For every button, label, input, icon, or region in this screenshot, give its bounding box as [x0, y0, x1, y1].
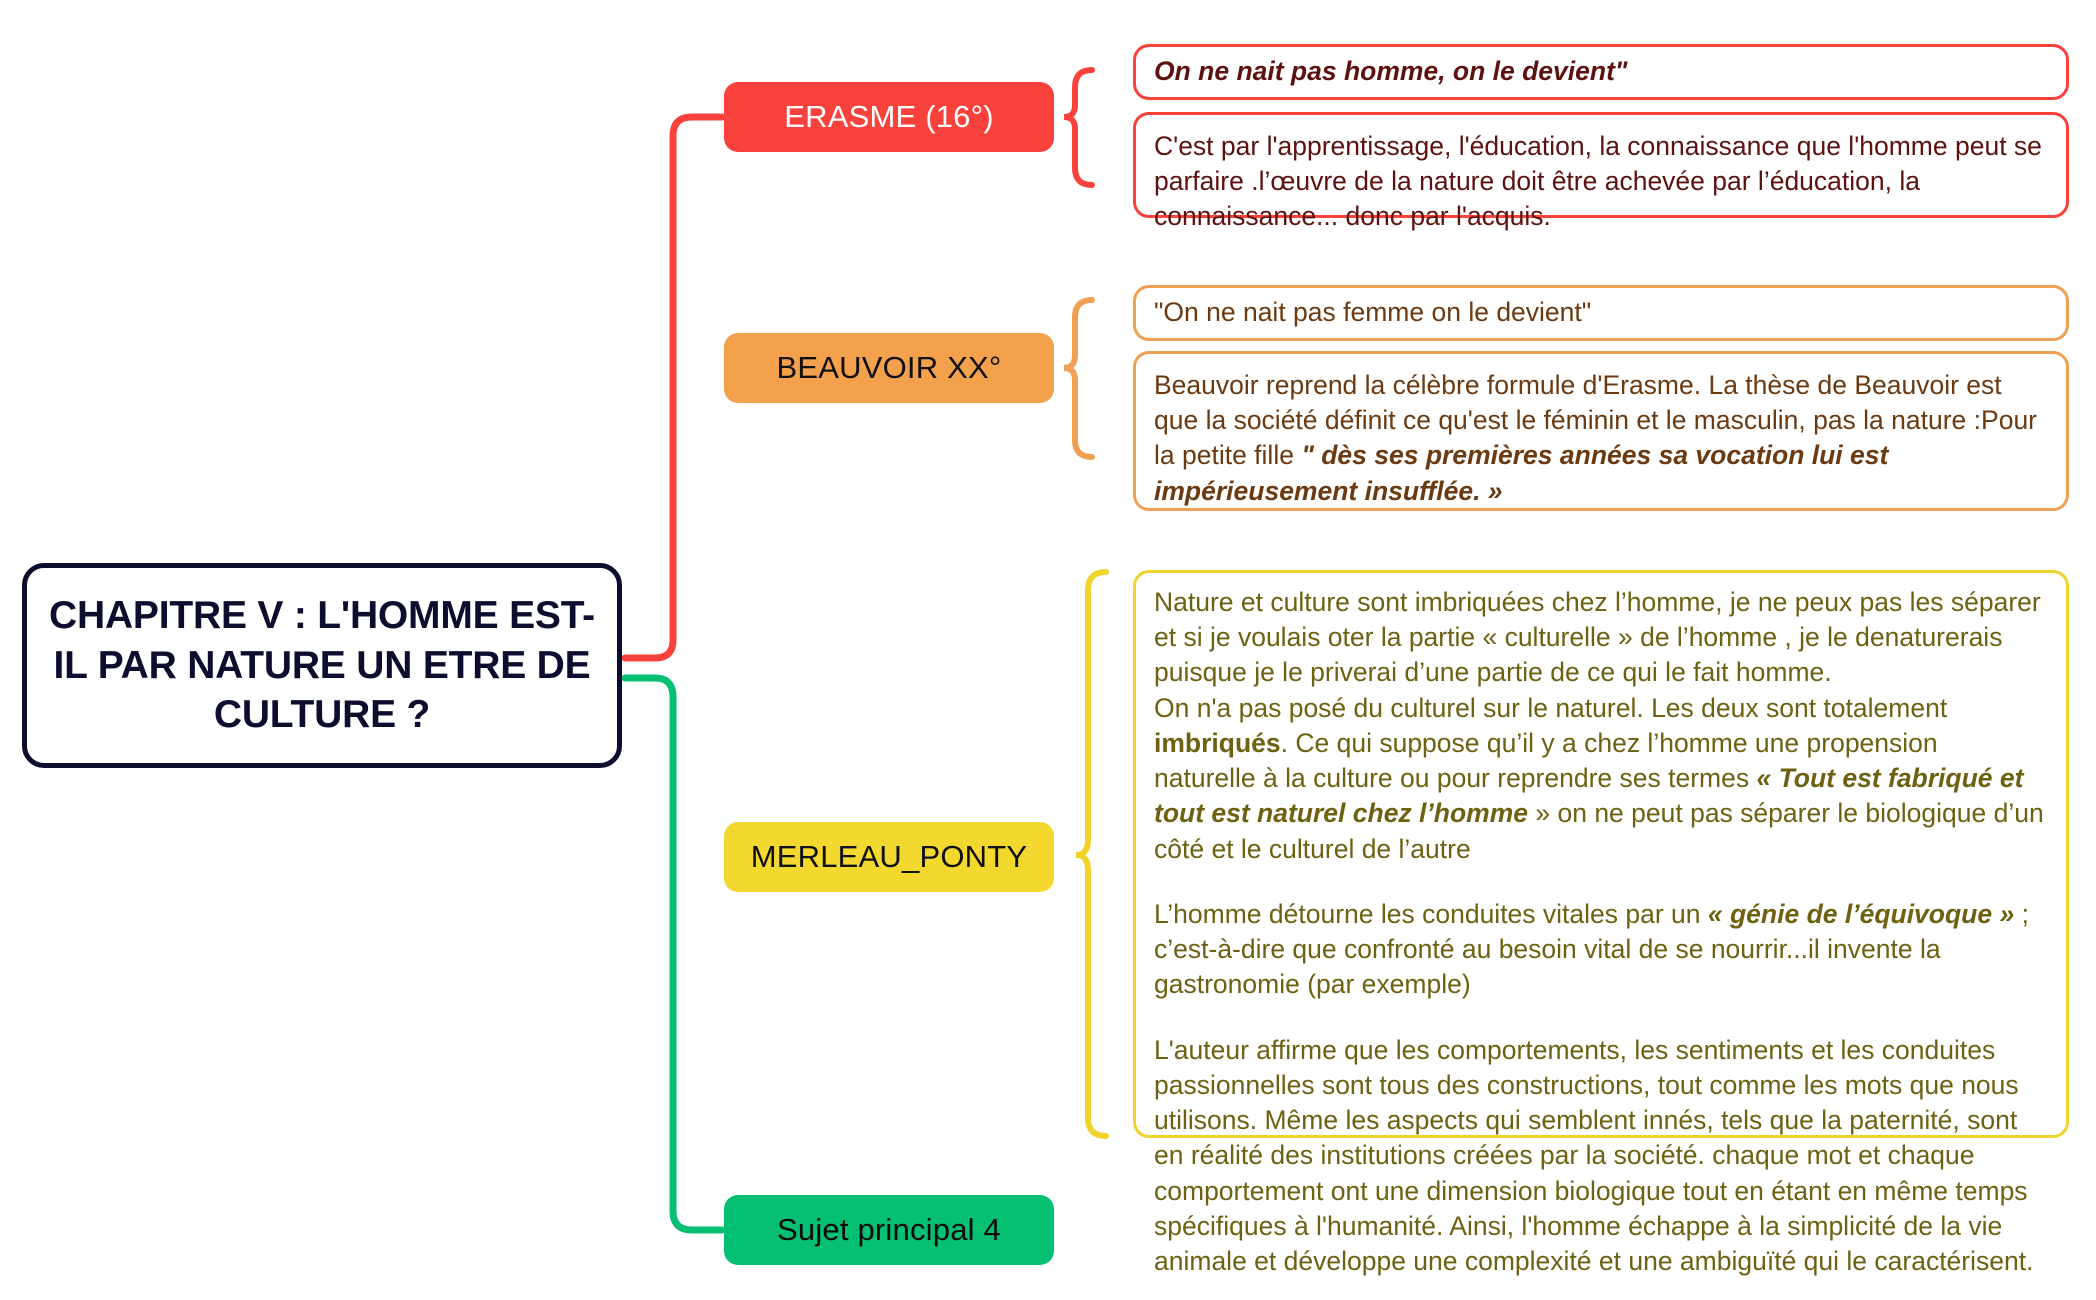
merleau-p3-s3: ; c’est-à-dire que confronté au besoin vital de se nourrir...il invente la gastronomie (par exemple)	[1154, 898, 2029, 1000]
branch-label-sujet-principal: Sujet principal 4	[777, 1212, 1001, 1247]
branch-node-beauvoir[interactable]	[724, 333, 1054, 403]
merleau-p4-s1: L'auteur affirme que les comportements, les sentiments et les conduites passionnelles sont tous des constructions, tout comme les mots que nous utilisons. Même les aspects qui semblent innés, tels que la paternité, sont en réalité des institutions créées par la société. chaque mot et chaque comportement ont une dimension biologique tout en étant en même temps spécifiques à l'humanité. Ainsi, l'homme échappe à la simplicité de la vie animale et développe une complexité et une ambiguïté qui le caractérisent.	[1154, 1034, 2034, 1276]
connector-root-to-erasme	[625, 117, 722, 658]
page-title: CHAPITRE V : L'HOMME EST-IL PAR NATURE UN ETRE DE CULTURE ?	[49, 594, 595, 737]
detail-box-erasme-body[interactable]	[1133, 112, 2069, 232]
merleau-spacer-2	[1154, 1003, 2046, 1033]
beauvoir-quote-text: "On ne nait pas femme on le devient"	[1154, 297, 1592, 328]
beauvoir-body-text	[1154, 368, 2046, 509]
erasme-quote-text: On ne nait pas homme, on le devient"	[1154, 56, 1628, 87]
beauvoir-body-plain: Beauvoir reprend la célèbre formule d'Erasme. La thèse de Beauvoir est que la société définit ce qu'est le féminin et le masculin, pas la nature :Pour la petite fille	[1154, 370, 2038, 471]
bracket-merleau	[1076, 572, 1106, 1136]
detail-box-merleau-ponty-body[interactable]	[1133, 570, 2069, 1276]
branch-label-merleau-ponty: MERLEAU_PONTY	[750, 839, 1028, 874]
detail-box-beauvoir-body[interactable]	[1133, 351, 2069, 511]
beauvoir-body-emphasis: " dès ses premières années sa vocation lui est impérieusement insufflée. »	[1154, 440, 1889, 506]
merleau-p3-s1: L’homme détourne les conduites vitales par un	[1154, 898, 1708, 929]
merleau-p2-s5: » on ne peut pas séparer le biologique d’un côté et le culturel de l’autre	[1154, 798, 2044, 864]
detail-box-beauvoir-quote[interactable]	[1133, 285, 2069, 341]
merleau-p2-s2: imbriqués	[1154, 727, 1281, 758]
merleau-paragraph-1	[1154, 585, 2046, 691]
bracket-erasme	[1064, 70, 1092, 185]
branch-node-sujet-principal[interactable]	[724, 1195, 1054, 1265]
root-node[interactable]	[22, 563, 622, 768]
connector-root-to-sujet	[625, 678, 722, 1230]
merleau-p2-s1: On n'a pas posé du culturel sur le naturel. Les deux sont totalement	[1154, 692, 1948, 723]
merleau-paragraph-4	[1154, 1033, 2046, 1280]
merleau-spacer-1	[1154, 867, 2046, 897]
detail-box-erasme-quote[interactable]	[1133, 44, 2069, 100]
merleau-p2-s4: « Tout est fabriqué et tout est naturel chez l’homme	[1154, 763, 2024, 829]
branch-node-erasme[interactable]	[724, 82, 1054, 152]
merleau-paragraph-2	[1154, 691, 2046, 867]
bracket-beauvoir	[1064, 300, 1092, 457]
branch-label-beauvoir: BEAUVOIR XX°	[776, 350, 1002, 385]
merleau-p3-s2: « génie de l’équivoque »	[1707, 898, 2015, 929]
merleau-p1-s1: Nature et culture sont imbriquées chez l’homme, je ne peux pas les séparer et si je voulais oter la partie « culturelle » de l’homme , je le denaturerais puisque je le priverai d’une partie de ce qui le fait homme.	[1154, 587, 2041, 688]
branch-node-merleau-ponty[interactable]	[724, 822, 1054, 892]
erasme-body-text: C'est par l'apprentissage, l'éducation, la connaissance que l'homme peut se parfaire .l’œuvre de la nature doit être achevée par l’éducation, la connaissance... donc par l'acquis.	[1154, 131, 2042, 232]
merleau-paragraph-3	[1154, 897, 2046, 1003]
merleau-p2-s3: . Ce qui suppose qu’il y a chez l’homme une propension naturelle à la culture ou pour reprendre ses termes	[1154, 727, 1938, 794]
branch-label-erasme: ERASME (16°)	[784, 99, 994, 134]
